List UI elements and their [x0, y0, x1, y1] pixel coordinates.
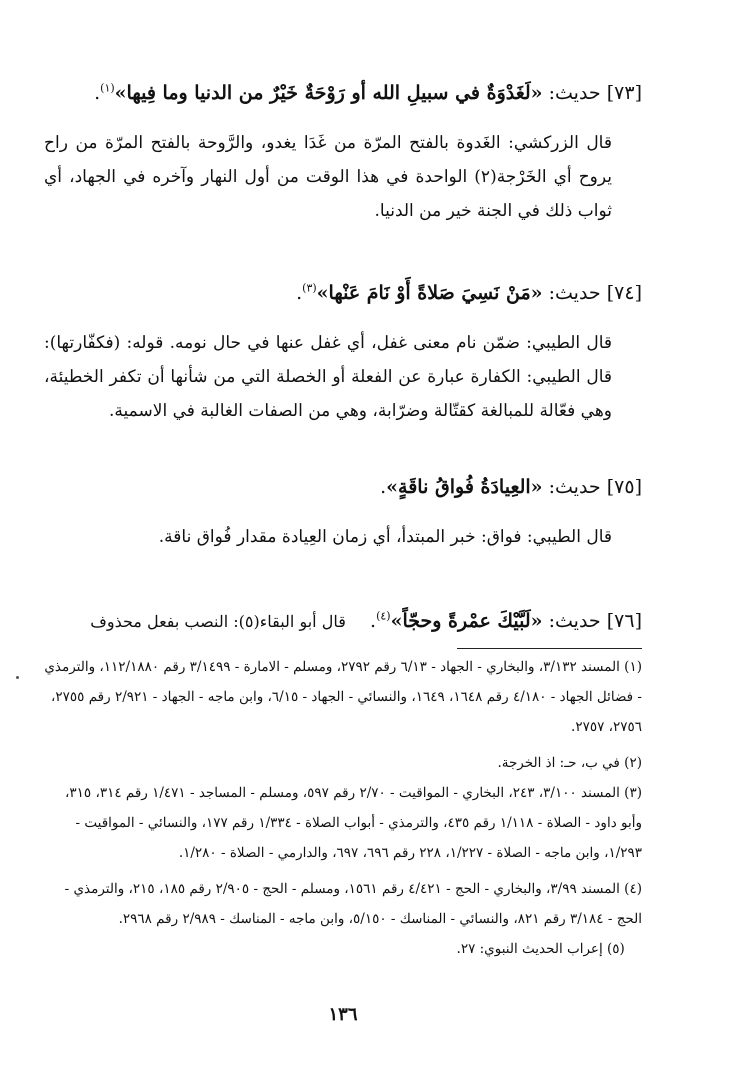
footnote-2: (٢) في ب، حـ: اذ الخرجة.	[497, 755, 642, 771]
footnote-3: (٣) المسند ٣/١٠٠، ٢٤٣، البخاري - المواقيت - ٢/٧٠ رقم ٥٩٧، ومسلم - المساجد - ١/٤٧١ رقم ٣١٤، ٣١٥، وأبو داود - الصلاة - ١/١١٨ رقم ٤٣٥، والترمذي - أبواب الصلاة - ١/٣٣٤ رقم ١٧٧، والنسائي - المواقيت - ١/٢٩٣، وابن ماجه - الصلاة - ١/٢٢٧، ٢٢٨ رقم ٦٩٦، ٦٩٧، والدارمي - الصلاة - ١/٢٨٠.	[65, 785, 642, 861]
margin-dot	[16, 676, 19, 679]
hadith-number: [٧٥]	[606, 476, 642, 498]
heading-tail: .	[380, 476, 387, 498]
hadith-74	[44, 278, 642, 428]
hadith-label: حديث:	[548, 610, 601, 632]
hadith-commentary-start: قال أبو البقاء(٥): النصب بفعل محذوف	[90, 612, 346, 631]
footnote-ref: (١)	[100, 81, 115, 95]
footnote-4-text: (٤) المسند ٣/٩٩، والبخاري - الحج - ٤/٤٢١ رقم ١٥٦١، ومسلم - الحج - ٢/٩٠٥ رقم ١٨٥، ٢١٥، والترمذي - الحج - ٣/١٨٤ رقم ٨٢١، والنسائي - المناسك - ٥/١٥٠، وابن ماجه - المناسك - ٢/٩٨٩ رقم ٢٩٦٨.	[64, 881, 642, 927]
hadith-number: [٧٦]	[606, 610, 642, 632]
heading-tail: .	[370, 610, 377, 632]
footnote-separator	[457, 648, 642, 649]
footnote-5: (٥) إعراب الحديث النبوي: ٢٧.	[456, 941, 625, 957]
hadith-75	[44, 472, 642, 554]
hadith-quote: «لَغَدْوَةٌ في سبيلِ الله أو رَوْحَةٌ خَيْرٌ من الدنيا وما فِيها»	[114, 82, 543, 104]
commentary-paragraph: قال الطيبي: ضمّن نام معنى غفل، أي غفل عنها في حال نومه. قوله: (فكفّارتها): قال الطيبي: الكفارة عبارة عن الفعلة أو الخصلة التي من شأنها أن تكفر الخطيئة، وهي فعّالة للمبالغة كقتّالة وضرّابة، وهي من الصفات الغالبة في الاسمية.	[44, 333, 612, 421]
hadith-heading	[44, 472, 642, 502]
hadith-number: [٧٤]	[606, 282, 642, 304]
heading-tail: .	[94, 82, 101, 104]
hadith-heading	[44, 278, 642, 308]
hadith-label: حديث:	[548, 476, 601, 498]
commentary-paragraph: قال الزركشي: الغَدوة بالفتح المرّة من غَدَا يغدو، والرَّوحة بالفتح المرّة من راح يروح أي الخَرْجة(٢) الواحدة في هذا الوقت من أول النهار وآخره في الجهاد، أي ثواب ذلك في الجنة خير من الدنيا.	[44, 133, 612, 221]
hadith-heading	[44, 78, 642, 108]
hadith-heading	[44, 606, 642, 637]
footnotes	[44, 652, 642, 964]
hadith-73	[44, 78, 642, 228]
commentary-paragraph: قال الطيبي: فواق: خبر المبتدأ، أي زمان العِيادة مقدار فُواق ناقة.	[158, 527, 612, 547]
footnote-1: (١) المسند ٣/١٣٢، والبخاري - الجهاد - ٦/١٣ رقم ٢٧٩٢، ومسلم - الامارة - ٣/١٤٩٩ رقم ١١٢/١٨٨٠، والترمذي - فضائل الجهاد - ٤/١٨٠ رقم ١٦٤٨، ١٦٤٩، والنسائي - الجهاد - ٦/١٥، وابن ماجه - الجهاد - ٢/٩٢١ رقم ٢٧٥٥، ٢٧٥٦، ٢٧٥٧.	[44, 659, 642, 735]
heading-tail: .	[296, 282, 303, 304]
footnote-ref: (٣)	[302, 281, 317, 295]
hadith-quote: «مَنْ نَسِيَ صَلاةً أَوْ نَامَ عَنْها»	[316, 282, 543, 304]
hadith-number: [٧٣]	[606, 82, 642, 104]
footnote-4	[44, 874, 642, 964]
document-page	[44, 0, 642, 1088]
hadith-quote: «لَبَّيْكَ عمْرةً وحجّاً»	[390, 610, 543, 632]
footnote-ref: (٤)	[376, 609, 391, 623]
hadith-76	[44, 606, 642, 637]
hadith-label: حديث:	[548, 82, 601, 104]
hadith-label: حديث:	[548, 282, 601, 304]
hadith-quote: «العِيادَةُ فُواقُ ناقَةٍ»	[386, 476, 543, 498]
page-number: ١٣٦	[328, 1004, 358, 1025]
